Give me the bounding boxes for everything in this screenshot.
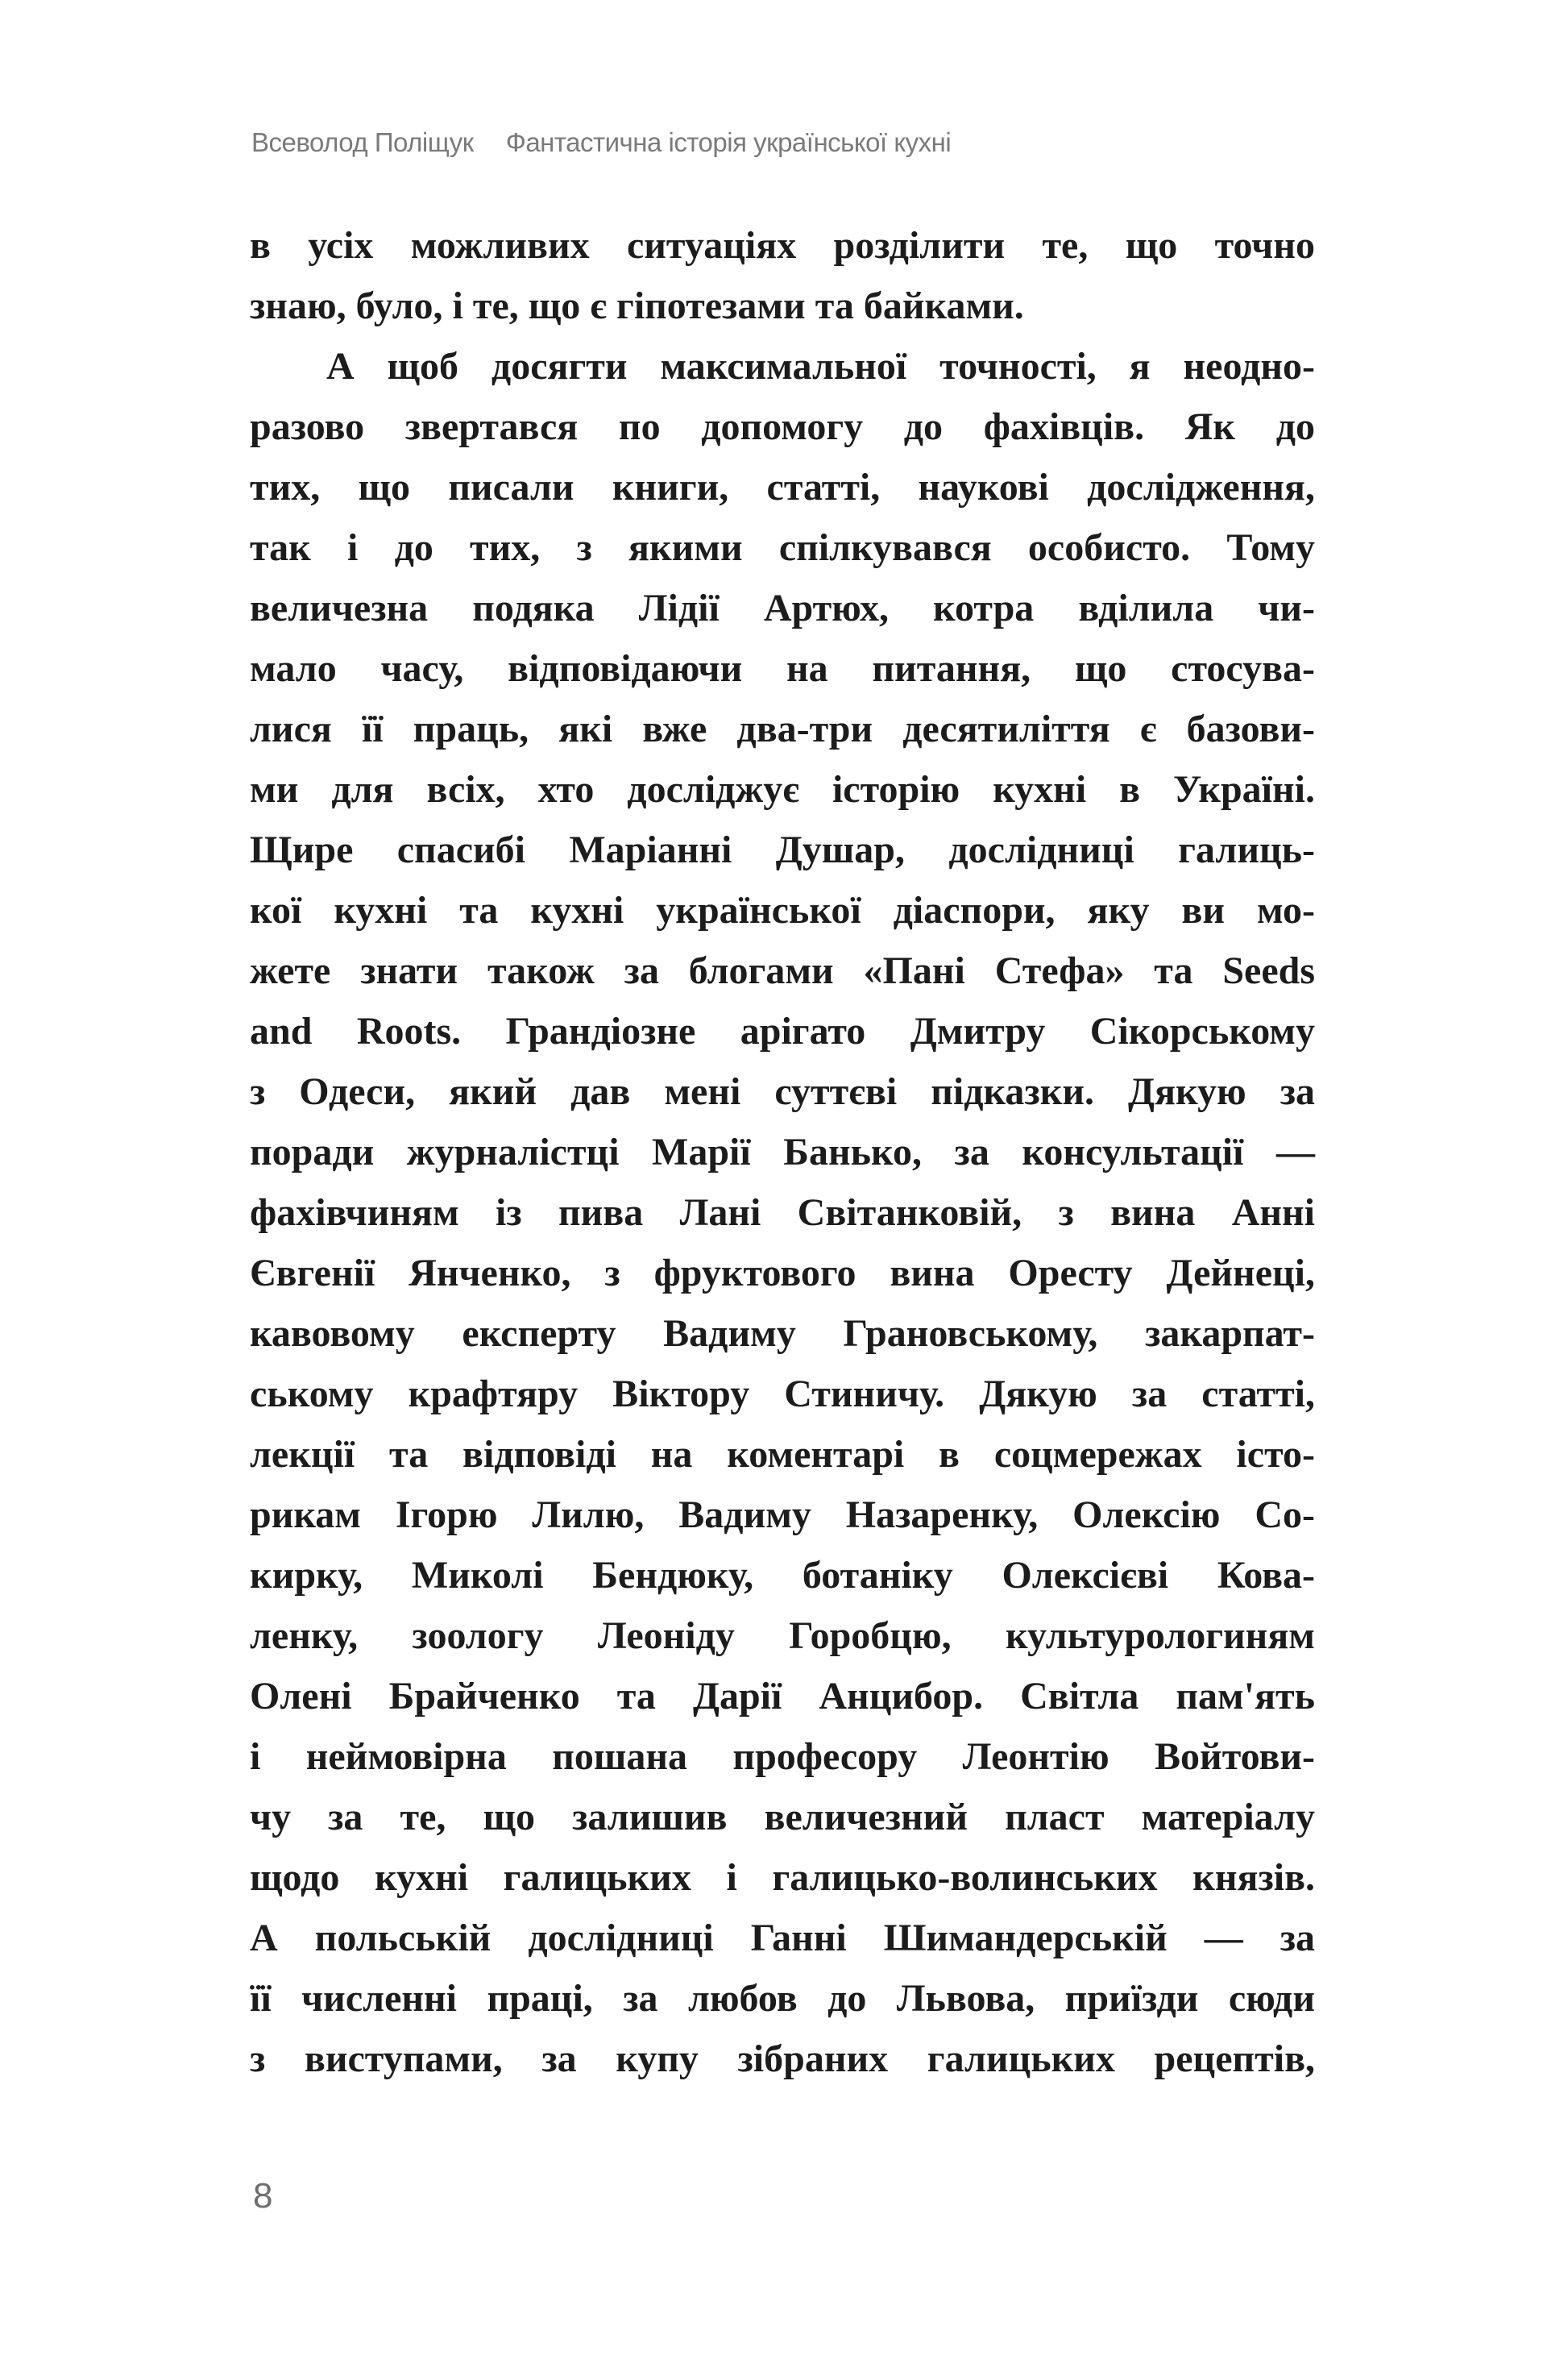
text-line: кавовому експерту Вадиму Грановському, закарпат- xyxy=(250,1312,1315,1355)
text-line: ми для всіх, хто досліджує історію кухні в Україні. xyxy=(250,768,1315,811)
text-line: кирку, Миколі Бендюку, ботаніку Олексієві Кова- xyxy=(250,1554,1315,1597)
text-line: фахівчиням із пива Лані Світанковій, з вина Анні xyxy=(250,1191,1315,1234)
text-line: Олені Брайченко та Дарії Анцибор. Світла пам'ять xyxy=(250,1675,1315,1718)
header-author: Всеволод Поліщук xyxy=(251,127,474,157)
text-line: ському крафтяру Віктору Стиничу. Дякую за статті, xyxy=(250,1373,1315,1415)
text-line: знаю, було, і те, що є гіпотезами та байками. xyxy=(250,285,1024,327)
running-header xyxy=(251,127,951,158)
text-line: в усіх можливих ситуаціях розділити те, що точно xyxy=(250,224,1315,267)
text-line: and Roots. Грандіозне арігато Дмитру Сікорському xyxy=(250,1010,1315,1053)
page-number: 8 xyxy=(253,2176,273,2216)
text-line: ленку, зоологу Леоніду Горобцю, культурологиням xyxy=(250,1614,1315,1657)
text-line: кої кухні та кухні української діаспори, яку ви мо- xyxy=(250,889,1315,932)
text-line: А щоб досягти максимальної точності, я неодно- xyxy=(326,345,1315,388)
text-line: рикам Ігорю Лилю, Вадиму Назаренку, Олексію Со- xyxy=(250,1493,1315,1536)
body-text xyxy=(250,215,1315,2089)
text-line: жете знати також за блогами «Пані Стефа» та Seeds xyxy=(250,949,1315,992)
text-line: лися її праць, які вже два-три десятиліття є базови- xyxy=(250,708,1315,750)
text-line: з Одеси, який дав мені суттєві підказки. Дякую за xyxy=(250,1070,1315,1113)
text-line: А польській дослідниці Ганні Шимандерській — за xyxy=(250,1917,1315,1959)
text-line: величезна подяка Лідії Артюх, котра вділила чи- xyxy=(250,587,1315,629)
text-line: її численні праці, за любов до Львова, приїзди сюди xyxy=(250,1977,1315,2020)
text-line: чу за те, що залишив величезний пласт матеріалу xyxy=(250,1796,1315,1838)
text-line: і неймовірна пошана професору Леонтію Войтови- xyxy=(250,1735,1315,1778)
text-line: щодо кухні галицьких і галицько-волинських князів. xyxy=(250,1856,1315,1899)
text-line: Євгенії Янченко, з фруктового вина Оресту Дейнеці, xyxy=(250,1252,1315,1294)
text-line: разово звертався по допомогу до фахівців. Як до xyxy=(250,405,1315,448)
text-line: тих, що писали книги, статті, наукові дослідження, xyxy=(250,466,1315,509)
text-line: мало часу, відповідаючи на питання, що стосува- xyxy=(250,647,1315,690)
header-book-title: Фантастична історія української кухні xyxy=(505,127,952,157)
text-line: так і до тих, з якими спілкувався особисто. Тому xyxy=(250,526,1315,569)
text-line: з виступами, за купу зібраних галицьких рецептів, xyxy=(250,2037,1315,2080)
text-line: Щире спасибі Маріанні Душар, дослідниці галиць- xyxy=(250,829,1315,871)
text-line: поради журналістці Марії Банько, за консультації — xyxy=(250,1131,1315,1173)
text-line: лекції та відповіді на коментарі в соцмережах істо- xyxy=(250,1433,1315,1476)
